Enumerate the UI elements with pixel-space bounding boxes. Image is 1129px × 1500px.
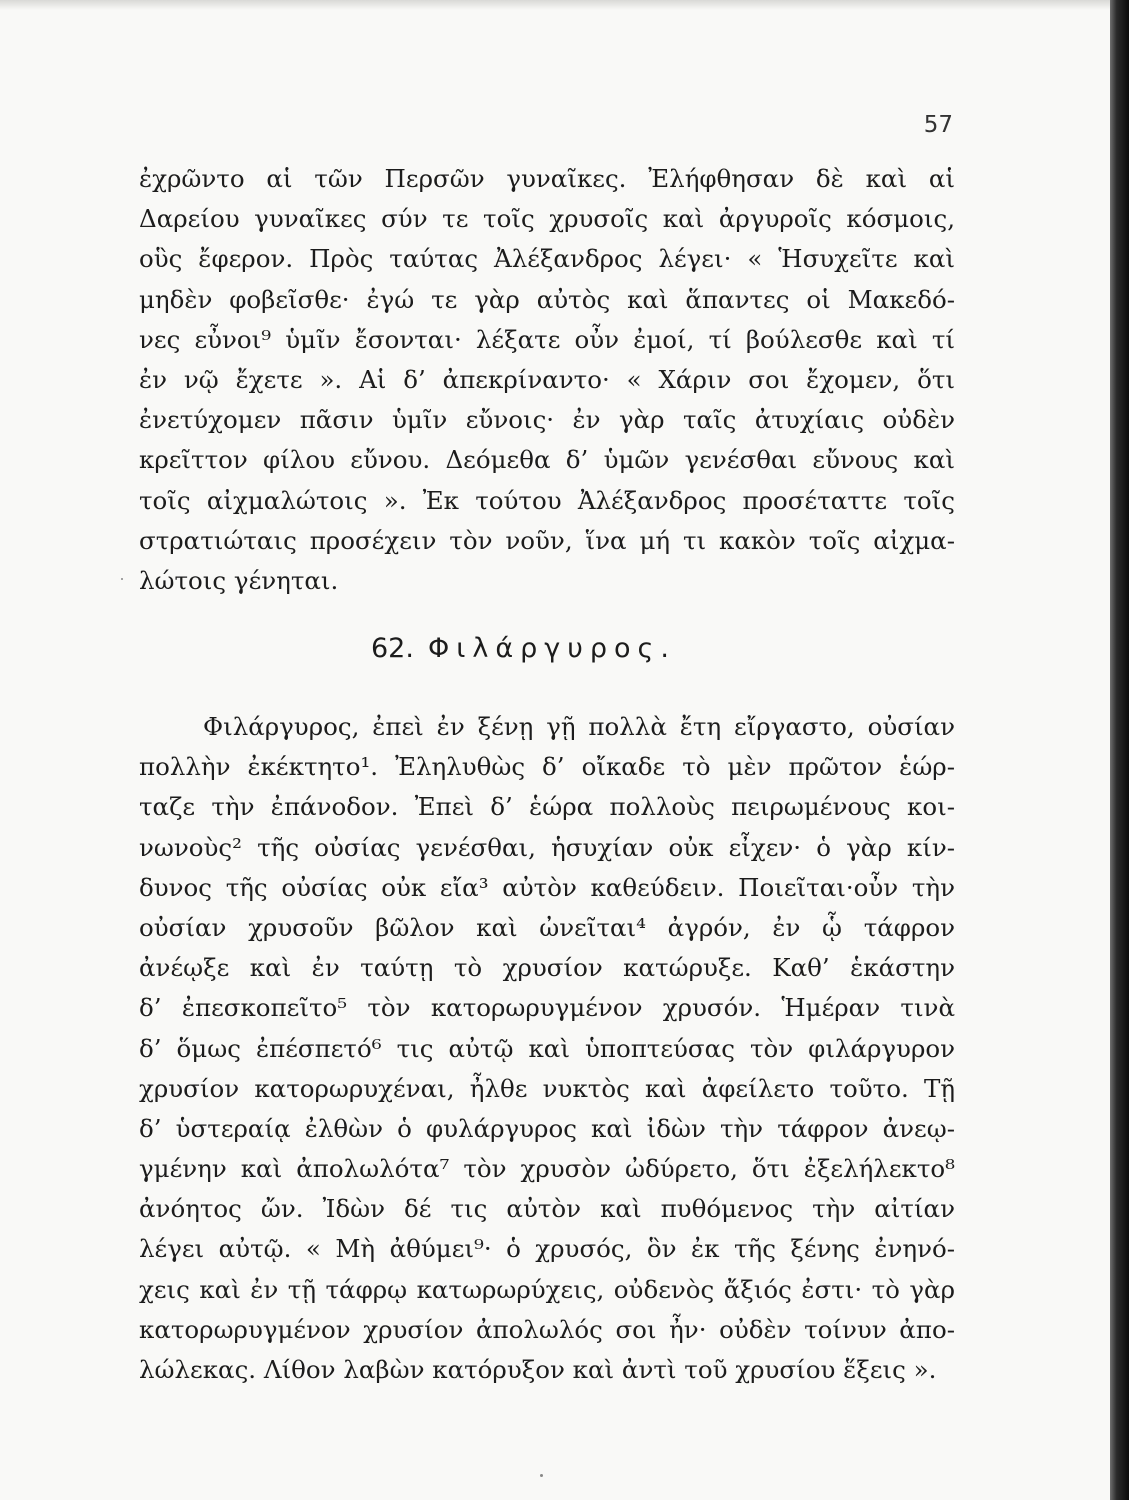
text-line: ταζε τὴν ἐπάνοδον. Ἐπεὶ δ’ ἑώρα πολλοὺς πειρωμένους κοι- bbox=[139, 792, 955, 822]
page-edge-shadow bbox=[1110, 0, 1129, 1500]
section-number: 62. bbox=[371, 633, 414, 664]
text-line: στρατιώταις προσέχειν τὸν νοῦν, ἵνα μή τι κακὸν τοῖς αἰχμα- bbox=[139, 525, 955, 555]
text-line: κατορωρυγμένον χρυσίον ἀπολωλός σοι ἦν· οὐδὲν τοίνυν ἀπο- bbox=[139, 1314, 955, 1344]
text-line: οὓς ἔφερον. Πρὸς ταύτας Ἀλέξανδρος λέγει· « Ἡσυχεῖτε καὶ bbox=[139, 244, 955, 274]
text-line: πολλὴν ἐκέκτητο¹. Ἐληλυθὼς δ’ οἴκαδε τὸ μὲν πρῶτον ἑώρ- bbox=[139, 752, 955, 782]
text-line: Φιλάργυρος, ἐπεὶ ἐν ξένῃ γῇ πολλὰ ἔτη εἴργαστο, οὐσίαν bbox=[203, 712, 955, 741]
text-line: λώλεκας. Λίθον λαβὼν κατόρυξον καὶ ἀντὶ τοῦ χρυσίου ἕξεις ». bbox=[139, 1355, 937, 1384]
text-line: νες εὖνοι⁹ ὑμῖν ἔσονται· λέξατε οὖν ἐμοί, τί βούλεσθε καὶ τί bbox=[139, 324, 955, 354]
section-title: Φιλάργυρος. bbox=[427, 633, 676, 664]
text-line: μηδὲν φοβεῖσθε· ἐγώ τε γὰρ αὐτὸς καὶ ἅπαντες οἱ Μακεδό- bbox=[139, 284, 955, 314]
text-line: χρυσίον κατορωρυχέναι, ἦλθε νυκτὸς καὶ ἀφείλετο τοῦτο. Τῇ bbox=[139, 1073, 955, 1103]
text-line: ἀνέῳξε καὶ ἐν ταύτῃ τὸ χρυσίον κατώρυξε. Καθ’ ἑκάστην bbox=[139, 953, 955, 983]
page-number: 57 bbox=[923, 112, 953, 138]
page-top-shadow bbox=[0, 0, 1110, 10]
paper-speck bbox=[121, 578, 123, 580]
text-line: ἐχρῶντο αἱ τῶν Περσῶν γυναῖκες. Ἐλήφθησαν δὲ καὶ αἱ bbox=[139, 164, 955, 193]
text-line: λέγει αὐτῷ. « Μὴ ἀθύμει⁹· ὁ χρυσός, ὃν ἐκ τῆς ξένης ἐνηνό- bbox=[139, 1234, 955, 1264]
paragraph-continued bbox=[139, 159, 955, 601]
text-line: νωνοὺς² τῆς οὐσίας γενέσθαι, ἡσυχίαν οὐκ εἶχεν· ὁ γὰρ κίν- bbox=[139, 832, 955, 862]
text-line: λώτοις γένηται. bbox=[139, 565, 339, 595]
text-line: τοῖς αἰχμαλώτοις ». Ἐκ τούτου Ἀλέξανδρος προσέταττε τοῖς bbox=[139, 485, 955, 515]
text-line: ἀνόητος ὤν. Ἰδὼν δέ τις αὐτὸν καὶ πυθόμενος τὴν αἰτίαν bbox=[139, 1194, 955, 1224]
text-line: χεις καὶ ἐν τῇ τάφρῳ κατωρωρύχεις, οὐδενὸς ἄξιός ἐστι· τὸ γὰρ bbox=[139, 1274, 955, 1304]
section-heading bbox=[371, 633, 676, 664]
text-line: δ’ ὑστεραίᾳ ἐλθὼν ὁ φυλάργυρος καὶ ἰδὼν τὴν τάφρον ἀνεῳ- bbox=[139, 1113, 955, 1143]
text-line: οὐσίαν χρυσοῦν βῶλον καὶ ὠνεῖται⁴ ἀγρόν, ἐν ᾧ τάφρον bbox=[139, 912, 955, 942]
text-line: δ’ ἐπεσκοπεῖτο⁵ τὸν κατορωρυγμένον χρυσόν. Ἡμέραν τινὰ bbox=[139, 993, 955, 1023]
text-line: δυνος τῆς οὐσίας οὐκ εἴα³ αὐτὸν καθεύδειν. Ποιεῖται·οὖν τὴν bbox=[139, 872, 955, 902]
text-line: ἐν νῷ ἔχετε ». Αἱ δ’ ἀπεκρίναντο· « Χάριν σοι ἔχομεν, ὅτι bbox=[139, 364, 955, 394]
text-line: δ’ ὅμως ἐπέσπετό⁶ τις αὐτῷ καὶ ὑποπτεύσας τὸν φιλάργυρον bbox=[139, 1033, 955, 1063]
paper-speck bbox=[540, 1474, 543, 1477]
text-line: κρεῖττον φίλου εὔνου. Δεόμεθα δ’ ὑμῶν γενέσθαι εὔνους καὶ bbox=[139, 445, 955, 475]
text-line: ἐνετύχομεν πᾶσιν ὑμῖν εὔνοις· ἐν γὰρ ταῖς ἀτυχίαις οὐδὲν bbox=[139, 405, 955, 435]
text-line: γμένην καὶ ἀπολωλότα⁷ τὸν χρυσὸν ὠδύρετο, ὅτι ἐξελήλεκτο⁸ bbox=[139, 1154, 955, 1184]
paragraph-story bbox=[139, 707, 955, 1390]
text-line: Δαρείου γυναῖκες σύν τε τοῖς χρυσοῖς καὶ ἀργυροῖς κόσμοις, bbox=[139, 204, 955, 234]
